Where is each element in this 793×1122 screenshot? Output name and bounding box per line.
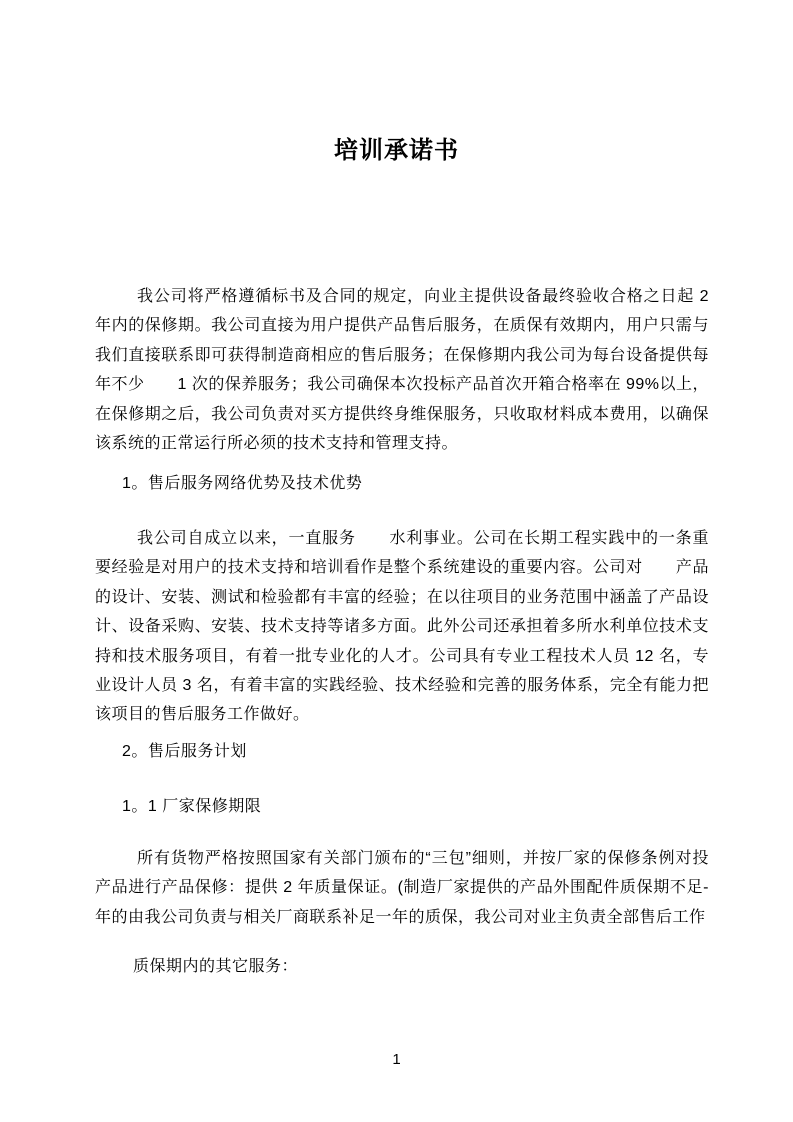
- page-number: 1: [392, 1051, 401, 1068]
- paragraph-three-guarantees-warranty: 所有货物严格按照国家有关部门颁布的“三包”细则，并按厂家的保修条例对投产品进行产品保修：提供 2 年质量保证。(制造厂家提供的产品外围配件质保期不足-年的由我公司负责与相关厂商联系补足一年的质保，我公司对业主负责全部售后工作: [95, 850, 709, 926]
- heading-service-network-advantages: 1。售后服务网络优势及技术优势: [122, 475, 363, 492]
- document-title: 培训承诺书: [334, 137, 459, 164]
- heading-after-sales-service-plan: 2。售后服务计划: [122, 743, 247, 760]
- heading-manufacturer-warranty-period: 1。1 厂家保修期限: [122, 798, 262, 815]
- paragraph-warranty-commitment: 我公司将严格遵循标书及合同的规定，向业主提供设备最终验收合格之日起 2 年内的保修期。我公司直接为用户提供产品售后服务，在质保有效期内，用户只需与我们直接联系即可获得制造商相应的售后服务；在保修期内我公司为每台设备提供每年不少 1 次的保养服务；我公司确保本次投标产品首次开箱合格率在 99%以上，在保修期之后，我公司负责对买方提供终身维保服务，只收取材料成本费用，以确保该系统的正常运行所必须的技术支持和管理支持。: [95, 288, 709, 453]
- paragraph-company-experience: 我公司自成立以来，一直服务 水利事业。公司在长期工程实践中的一条重要经验是对用户的技术支持和培训看作是整个系统建设的重要内容。公司对 产品的设计、安装、测试和检验都有丰富的经验；在以往项目的业务范围中涵盖了产品设计、设备采购、安装、技术支持等诸多方面。此外公司还承担着多所水利单位技术支持和技术服务项目，有着一批专业化的人才。公司具有专业工程技术人员 12 名，专业设计人员 3 名，有着丰富的实践经验、技术经验和完善的服务体系，完全有能力把该项目的售后服务工作做好。: [95, 530, 709, 724]
- paragraph-other-services-label: 质保期内的其它服务：: [133, 958, 299, 975]
